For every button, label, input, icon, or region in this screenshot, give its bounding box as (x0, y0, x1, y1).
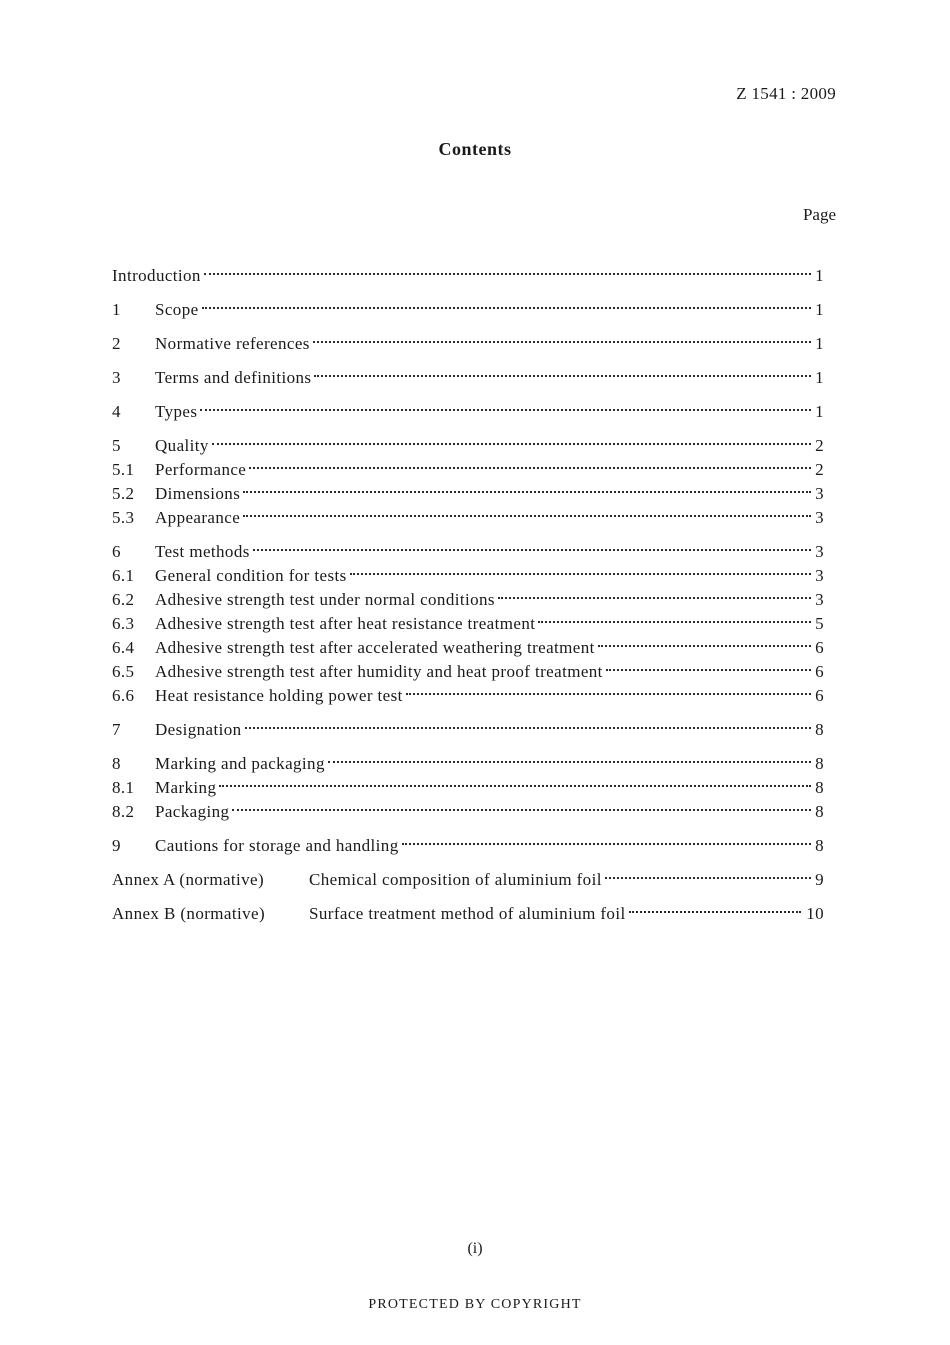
toc-entry-page: 3 (815, 508, 824, 527)
toc-entry-packaging[interactable] (112, 800, 824, 824)
dot-leader (402, 843, 811, 845)
toc-entry-adhesive-normal[interactable] (112, 588, 824, 612)
toc-entry-title: Cautions for storage and handling (155, 836, 399, 855)
toc-entry-annex-b[interactable] (112, 902, 824, 926)
toc-entry-title: Introduction (112, 266, 201, 285)
page-column-heading: Page (802, 205, 836, 224)
page-folio: (i) (467, 1240, 483, 1257)
toc-entry-number: 5.3 (112, 508, 135, 527)
toc-entry-page: 3 (815, 484, 824, 503)
toc-entry-title: Packaging (155, 802, 230, 821)
dot-leader (314, 375, 811, 377)
dot-leader (219, 785, 811, 787)
dot-leader (212, 443, 811, 445)
dot-leader (232, 809, 811, 811)
toc-entry-quality[interactable] (112, 434, 824, 458)
toc-entry-number: 7 (112, 720, 121, 739)
toc-entry-number: 4 (112, 402, 121, 421)
toc-entry-page: 6 (815, 662, 824, 681)
toc-entry-dimensions[interactable] (112, 482, 824, 506)
dot-leader (245, 727, 811, 729)
toc-entry-test-methods[interactable] (112, 540, 824, 564)
contents-heading: Contents (438, 139, 512, 159)
toc-entry-title: Terms and definitions (155, 368, 312, 387)
toc-entry-normative-references[interactable] (112, 332, 824, 356)
toc-entry-number: 8.1 (112, 778, 135, 797)
toc-entry-adhesive-humidity[interactable] (112, 660, 824, 684)
dot-leader (243, 491, 811, 493)
toc-entry-page: 1 (815, 300, 824, 319)
toc-entry-page: 3 (815, 590, 824, 609)
toc-entry-adhesive-heat[interactable] (112, 612, 824, 636)
toc-entry-page: 1 (815, 266, 824, 285)
toc-entry-number: 9 (112, 836, 121, 855)
toc-entry-title: Quality (155, 436, 209, 455)
toc-entry-title: Marking (155, 778, 217, 797)
toc-entry-performance[interactable] (112, 458, 824, 482)
dot-leader (498, 597, 811, 599)
toc-entry-page: 1 (815, 368, 824, 387)
dot-leader (598, 645, 811, 647)
toc-entry-number: 6.5 (112, 662, 135, 681)
dot-leader (629, 911, 801, 913)
toc-entry-number: 5.2 (112, 484, 135, 503)
dot-leader (249, 467, 811, 469)
toc-entry-annex-label: Annex B (normative) (112, 904, 266, 923)
toc-entry-page: 8 (815, 778, 824, 797)
dot-leader (605, 877, 811, 879)
toc-entry-title: Types (155, 402, 198, 421)
toc-entry-page: 6 (815, 686, 824, 705)
table-of-contents (112, 264, 824, 926)
toc-entry-page: 8 (815, 802, 824, 821)
copyright-notice: PROTECTED BY COPYRIGHT (368, 1297, 582, 1312)
toc-entry-general-condition[interactable] (112, 564, 824, 588)
toc-entry-number: 1 (112, 300, 121, 319)
dot-leader (253, 549, 811, 551)
toc-entry-introduction[interactable] (112, 264, 824, 288)
standard-number: Z 1541 : 2009 (736, 84, 836, 103)
toc-entry-title: Heat resistance holding power test (155, 686, 403, 705)
toc-entry-number: 6.1 (112, 566, 135, 585)
toc-entry-page: 6 (815, 638, 824, 657)
toc-entry-page: 9 (815, 870, 824, 889)
toc-entry-title: Adhesive strength test after heat resistance treatment (155, 614, 536, 633)
dot-leader (406, 693, 811, 695)
toc-entry-number: 5.1 (112, 460, 135, 479)
toc-entry-number: 6.4 (112, 638, 135, 657)
dot-leader (328, 761, 811, 763)
toc-entry-annex-label: Annex A (normative) (112, 870, 265, 889)
toc-entry-annex-a[interactable] (112, 868, 824, 892)
toc-entry-designation[interactable] (112, 718, 824, 742)
toc-entry-title: Marking and packaging (155, 754, 325, 773)
toc-entry-marking-and-packaging[interactable] (112, 752, 824, 776)
toc-entry-page: 1 (815, 402, 824, 421)
toc-entry-page: 3 (815, 542, 824, 561)
toc-entry-title: Normative references (155, 334, 310, 353)
toc-entry-appearance[interactable] (112, 506, 824, 530)
toc-entry-title: Adhesive strength test after humidity and heat proof treatment (155, 662, 603, 681)
toc-entry-cautions[interactable] (112, 834, 824, 858)
toc-entry-number: 8 (112, 754, 121, 773)
toc-entry-number: 6 (112, 542, 121, 561)
toc-entry-number: 6.3 (112, 614, 135, 633)
toc-entry-page: 8 (815, 836, 824, 855)
toc-entry-page: 1 (815, 334, 824, 353)
toc-entry-number: 6.2 (112, 590, 135, 609)
toc-entry-page: 2 (815, 436, 824, 455)
toc-entry-number: 2 (112, 334, 121, 353)
toc-entry-types[interactable] (112, 400, 824, 424)
toc-entry-page: 10 (806, 904, 824, 923)
toc-entry-title: Surface treatment method of aluminium foil (309, 904, 626, 923)
toc-entry-title: General condition for tests (155, 566, 347, 585)
toc-entry-number: 8.2 (112, 802, 135, 821)
toc-entry-title: Chemical composition of aluminium foil (309, 870, 602, 889)
dot-leader (350, 573, 811, 575)
dot-leader (606, 669, 811, 671)
toc-entry-title: Adhesive strength test under normal conditions (155, 590, 495, 609)
toc-entry-number: 3 (112, 368, 121, 387)
toc-entry-title: Performance (155, 460, 247, 479)
toc-entry-title: Scope (155, 300, 199, 319)
dot-leader (313, 341, 811, 343)
toc-entry-page: 5 (815, 614, 824, 633)
toc-entry-title: Test methods (155, 542, 250, 561)
toc-entry-scope[interactable] (112, 298, 824, 322)
toc-entry-page: 8 (815, 754, 824, 773)
toc-entry-adhesive-weathering[interactable] (112, 636, 824, 660)
toc-entry-heat-holding-power[interactable] (112, 684, 824, 708)
dot-leader (204, 273, 811, 275)
toc-entry-title: Designation (155, 720, 242, 739)
toc-entry-page: 8 (815, 720, 824, 739)
dot-leader (202, 307, 811, 309)
toc-entry-number: 5 (112, 436, 121, 455)
toc-entry-marking[interactable] (112, 776, 824, 800)
toc-entry-number: 6.6 (112, 686, 135, 705)
toc-entry-title: Appearance (155, 508, 241, 527)
toc-entry-page: 2 (815, 460, 824, 479)
toc-entry-terms-and-definitions[interactable] (112, 366, 824, 390)
dot-leader (538, 621, 811, 623)
dot-leader (243, 515, 811, 517)
dot-leader (200, 409, 811, 411)
toc-entry-page: 3 (815, 566, 824, 585)
toc-entry-title: Adhesive strength test after accelerated weathering treatment (155, 638, 595, 657)
toc-entry-title: Dimensions (155, 484, 241, 503)
